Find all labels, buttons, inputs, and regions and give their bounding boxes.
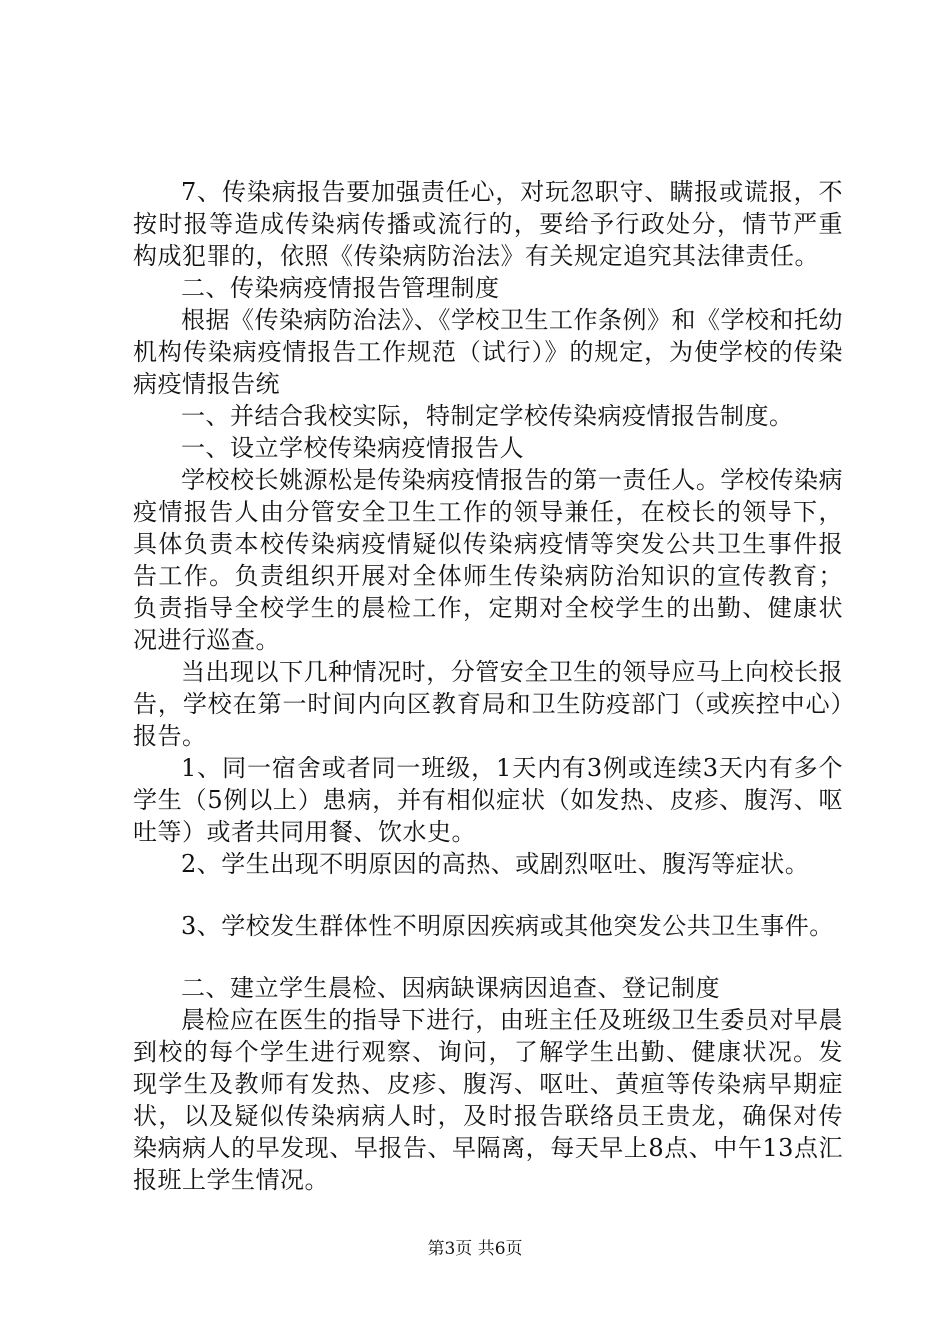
paragraph-school-practice: 一、并结合我校实际，特制定学校传染病疫情报告制度。: [181, 402, 794, 430]
document-body: [133, 176, 843, 1196]
section-heading-morning-check: 二、建立学生晨检、因病缺课病因追查、登记制度: [181, 974, 720, 1002]
list-item-condition-3: 3、学校发生群体性不明原因疾病或其他突发公共卫生事件。: [181, 912, 834, 940]
paragraph-morning-check: 晨检应在医生的指导下进行，由班主任及班级卫生委员对早晨到校的每个学生进行观察、询问，了解学生出勤、健康状况。发现学生及教师有发热、皮疹、腹泻、呕吐、黄疸等传染病早期症状，以及疑似传染病病人时，及时报告联络员王贵龙，确保对传染病病人的早发现、早报告、早隔离，每天早上8点、中午13点汇报班上学生情况。: [133, 1006, 843, 1194]
paragraph-report-conditions: 当出现以下几种情况时，分管安全卫生的领导应马上向校长报告，学校在第一时间内向区教育局和卫生防疫部门（或疾控中心）报告。: [133, 658, 843, 750]
list-item-condition-1: 1、同一宿舍或者同一班级，1天内有3例或连续3天内有多个学生（5例以上）患病，并有相似症状（如发热、皮疹、腹泻、呕吐等）或者共同用餐、饮水史。: [133, 754, 843, 846]
page-number-footer: 第3页 共6页: [427, 1239, 523, 1259]
paragraph-legal-basis: 根据《传染病防治法》、《学校卫生工作条例》和《学校和托幼机构传染病疫情报告工作规范（试行）》的规定，为使学校的传染病疫情报告统: [133, 306, 843, 398]
section-heading-report-management: 二、传染病疫情报告管理制度: [181, 274, 500, 302]
paragraph-reporter-duties: 学校校长姚源松是传染病疫情报告的第一责任人。学校传染病疫情报告人由分管安全卫生工作的领导兼任，在校长的领导下，具体负责本校传染病疫情疑似传染病疫情等突发公共卫生事件报告工作。负责组织开展对全体师生传染病防治知识的宣传教育；负责指导全校学生的晨检工作，定期对全校学生的出勤、健康状况进行巡查。: [133, 466, 843, 654]
section-heading-reporter: 一、设立学校传染病疫情报告人: [181, 434, 524, 462]
paragraph-item-7-responsibility: 7、传染病报告要加强责任心，对玩忽职守、瞒报或谎报，不按时报等造成传染病传播或流行的，要给予行政处分，情节严重构成犯罪的，依照《传染病防治法》有关规定追究其法律责任。: [133, 178, 843, 270]
list-item-condition-2: 2、学生出现不明原因的高热、或剧烈呕吐、腹泻等症状。: [181, 850, 810, 878]
